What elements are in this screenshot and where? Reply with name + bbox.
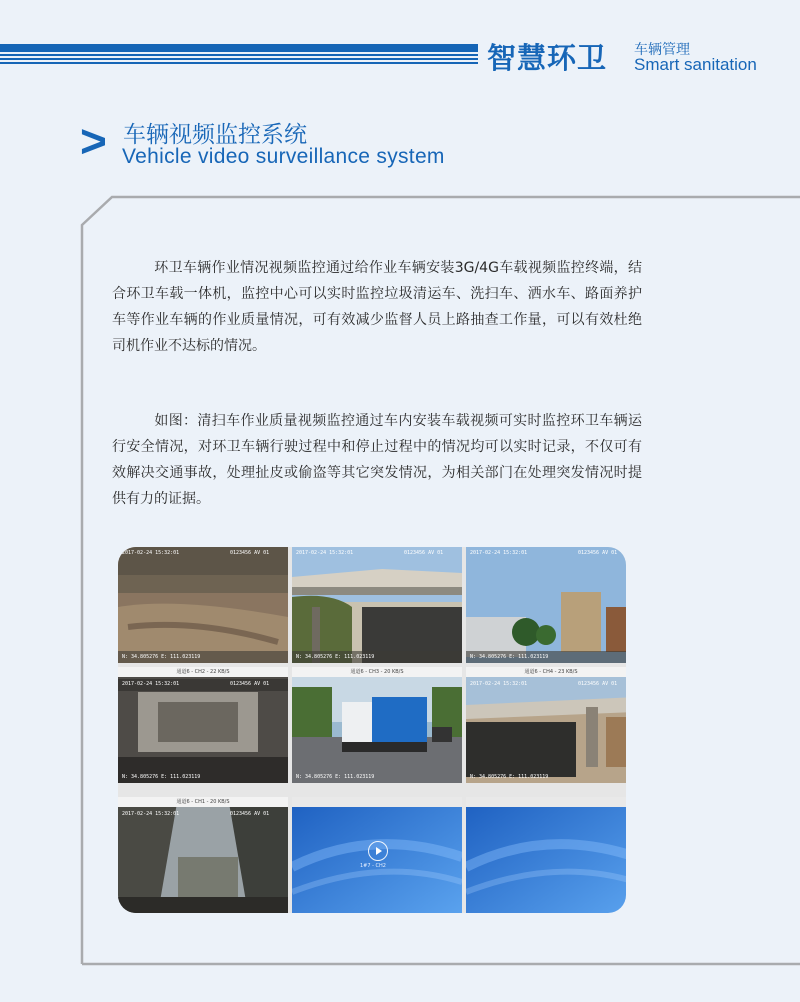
channel-label: 1#7 - CH2: [360, 863, 386, 869]
video-caption: [466, 797, 626, 807]
video-device-id: 0123456 AV 01: [578, 550, 618, 556]
video-device-id: 0123456 AV 01: [230, 550, 270, 556]
video-timestamp: 2017-02-24 15:32:01: [296, 550, 354, 556]
video-feed[interactable]: [292, 797, 462, 913]
video-feed[interactable]: [292, 547, 462, 663]
play-icon[interactable]: [368, 841, 388, 861]
video-feed[interactable]: [118, 797, 288, 913]
paragraph: 环卫车辆作业情况视频监控通过给作业车辆安装3G/4G车载视频监控终端，结合环卫车载一体机，监控中心可以实时监控垃圾清运车、洗扫车、洒水车、路面养护车等作业车辆的作业质量情况，可有效减少监督人员上路抽查工作量，可以有效杜绝司机作业不达标的情况。: [112, 260, 642, 354]
page-title-cn: 车辆视频监控系统: [123, 122, 307, 148]
video-caption: 通道6 - CH4 - 23 KB/S: [466, 667, 626, 677]
video-feed[interactable]: [118, 547, 288, 663]
video-timestamp: 2017-02-24 15:32:01: [470, 550, 528, 556]
video-caption: [292, 797, 462, 807]
section-label-en: Smart sanitation: [634, 55, 757, 74]
video-device-id: 0123456 AV 01: [230, 681, 270, 687]
video-feed[interactable]: [466, 667, 626, 783]
video-timestamp: 2017-02-24 15:32:01: [122, 550, 180, 556]
page-title-en: Vehicle video surveillance system: [122, 145, 445, 168]
video-timestamp: 2017-02-24 15:32:01: [470, 681, 528, 687]
paragraph: 如图：清扫车作业质量视频监控通过车内安装车载视频可实时监控环卫车辆运行安全情况，对环卫车辆行驶过程中和停止过程中的情况均可以实时记录，不仅可有效解决交通事故，处理扯皮或偷盗等其它突发情况，为相关部门在处理突发情况时提供有力的证据。: [112, 413, 642, 507]
video-timestamp: 2017-02-24 15:32:01: [122, 681, 180, 687]
video-coords: N: 34.805276 E: 111.023119: [296, 774, 375, 780]
video-coords: N: 34.805276 E: 111.023119: [122, 654, 201, 660]
chevron-right-icon: >: [80, 115, 107, 167]
video-coords: N: 34.805276 E: 111.023119: [470, 654, 549, 660]
video-monitor-grid: [118, 547, 626, 913]
video-timestamp: 2017-02-24 15:32:01: [122, 811, 180, 817]
video-feed[interactable]: [466, 797, 626, 913]
video-coords: N: 34.805276 E: 111.023119: [296, 654, 375, 660]
video-device-id: 0123456 AV 01: [230, 811, 270, 817]
section-label-cn: 车辆管理: [634, 42, 690, 58]
video-device-id: 0123456 AV 01: [578, 681, 618, 687]
video-caption: 通道6 - CH2 - 22 KB/S: [118, 667, 288, 677]
video-caption: 通道6 - CH3 - 20 KB/S: [292, 667, 462, 677]
video-caption: 通道6 - CH1 - 20 KB/S: [118, 797, 288, 807]
brand-title: 智慧环卫: [487, 41, 608, 75]
video-device-id: 0123456 AV 01: [404, 550, 444, 556]
video-coords: N: 34.805276 E: 111.023119: [470, 774, 549, 780]
video-feed[interactable]: [466, 547, 626, 663]
video-feed[interactable]: [118, 667, 288, 783]
video-coords: N: 34.805276 E: 111.023119: [122, 774, 201, 780]
video-feed[interactable]: [292, 667, 462, 783]
